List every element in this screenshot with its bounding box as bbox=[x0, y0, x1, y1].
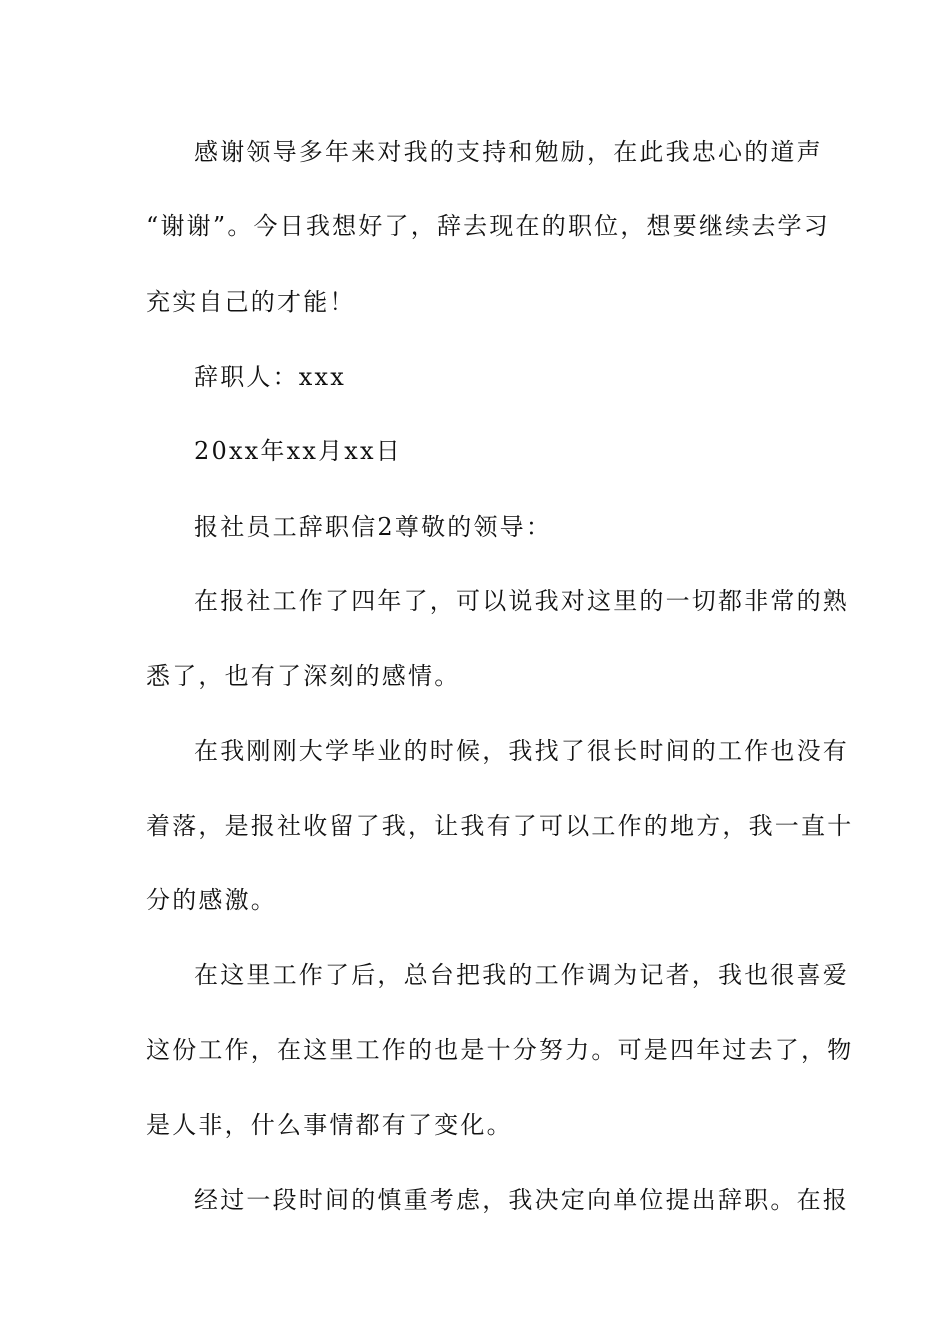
paragraph-line: 在报社工作了四年了，可以说我对这里的一切都非常的熟 bbox=[194, 587, 849, 615]
paragraph-line: 在这里工作了后，总台把我的工作调为记者，我也很喜爱 bbox=[194, 961, 849, 989]
letter-heading: 报社员工辞职信2尊敬的领导： bbox=[194, 513, 553, 541]
paragraph-line: 在我刚刚大学毕业的时候，我找了很长时间的工作也没有 bbox=[194, 737, 849, 765]
signature-line: 辞职人：xxx bbox=[194, 363, 347, 391]
paragraph-line: 是人非，什么事情都有了变化。 bbox=[146, 1111, 513, 1139]
paragraph-line: 充实自己的才能！ bbox=[146, 288, 356, 316]
paragraph-line: 着落，是报社收留了我，让我有了可以工作的地方，我一直十 bbox=[146, 812, 854, 840]
paragraph-line: “谢谢”。今日我想好了，辞去现在的职位，想要继续去学习 bbox=[146, 212, 830, 240]
paragraph-line: 悉了，也有了深刻的感情。 bbox=[146, 662, 461, 690]
paragraph-line: 经过一段时间的慎重考虑，我决定向单位提出辞职。在报 bbox=[194, 1186, 849, 1214]
paragraph-line: 感谢领导多年来对我的支持和勉励，在此我忠心的道声 bbox=[194, 138, 823, 166]
date-line: 20xx年xx月xx日 bbox=[194, 437, 402, 465]
paragraph-line: 这份工作，在这里工作的也是十分努力。可是四年过去了，物 bbox=[146, 1036, 854, 1064]
paragraph-line: 分的感激。 bbox=[146, 886, 277, 914]
